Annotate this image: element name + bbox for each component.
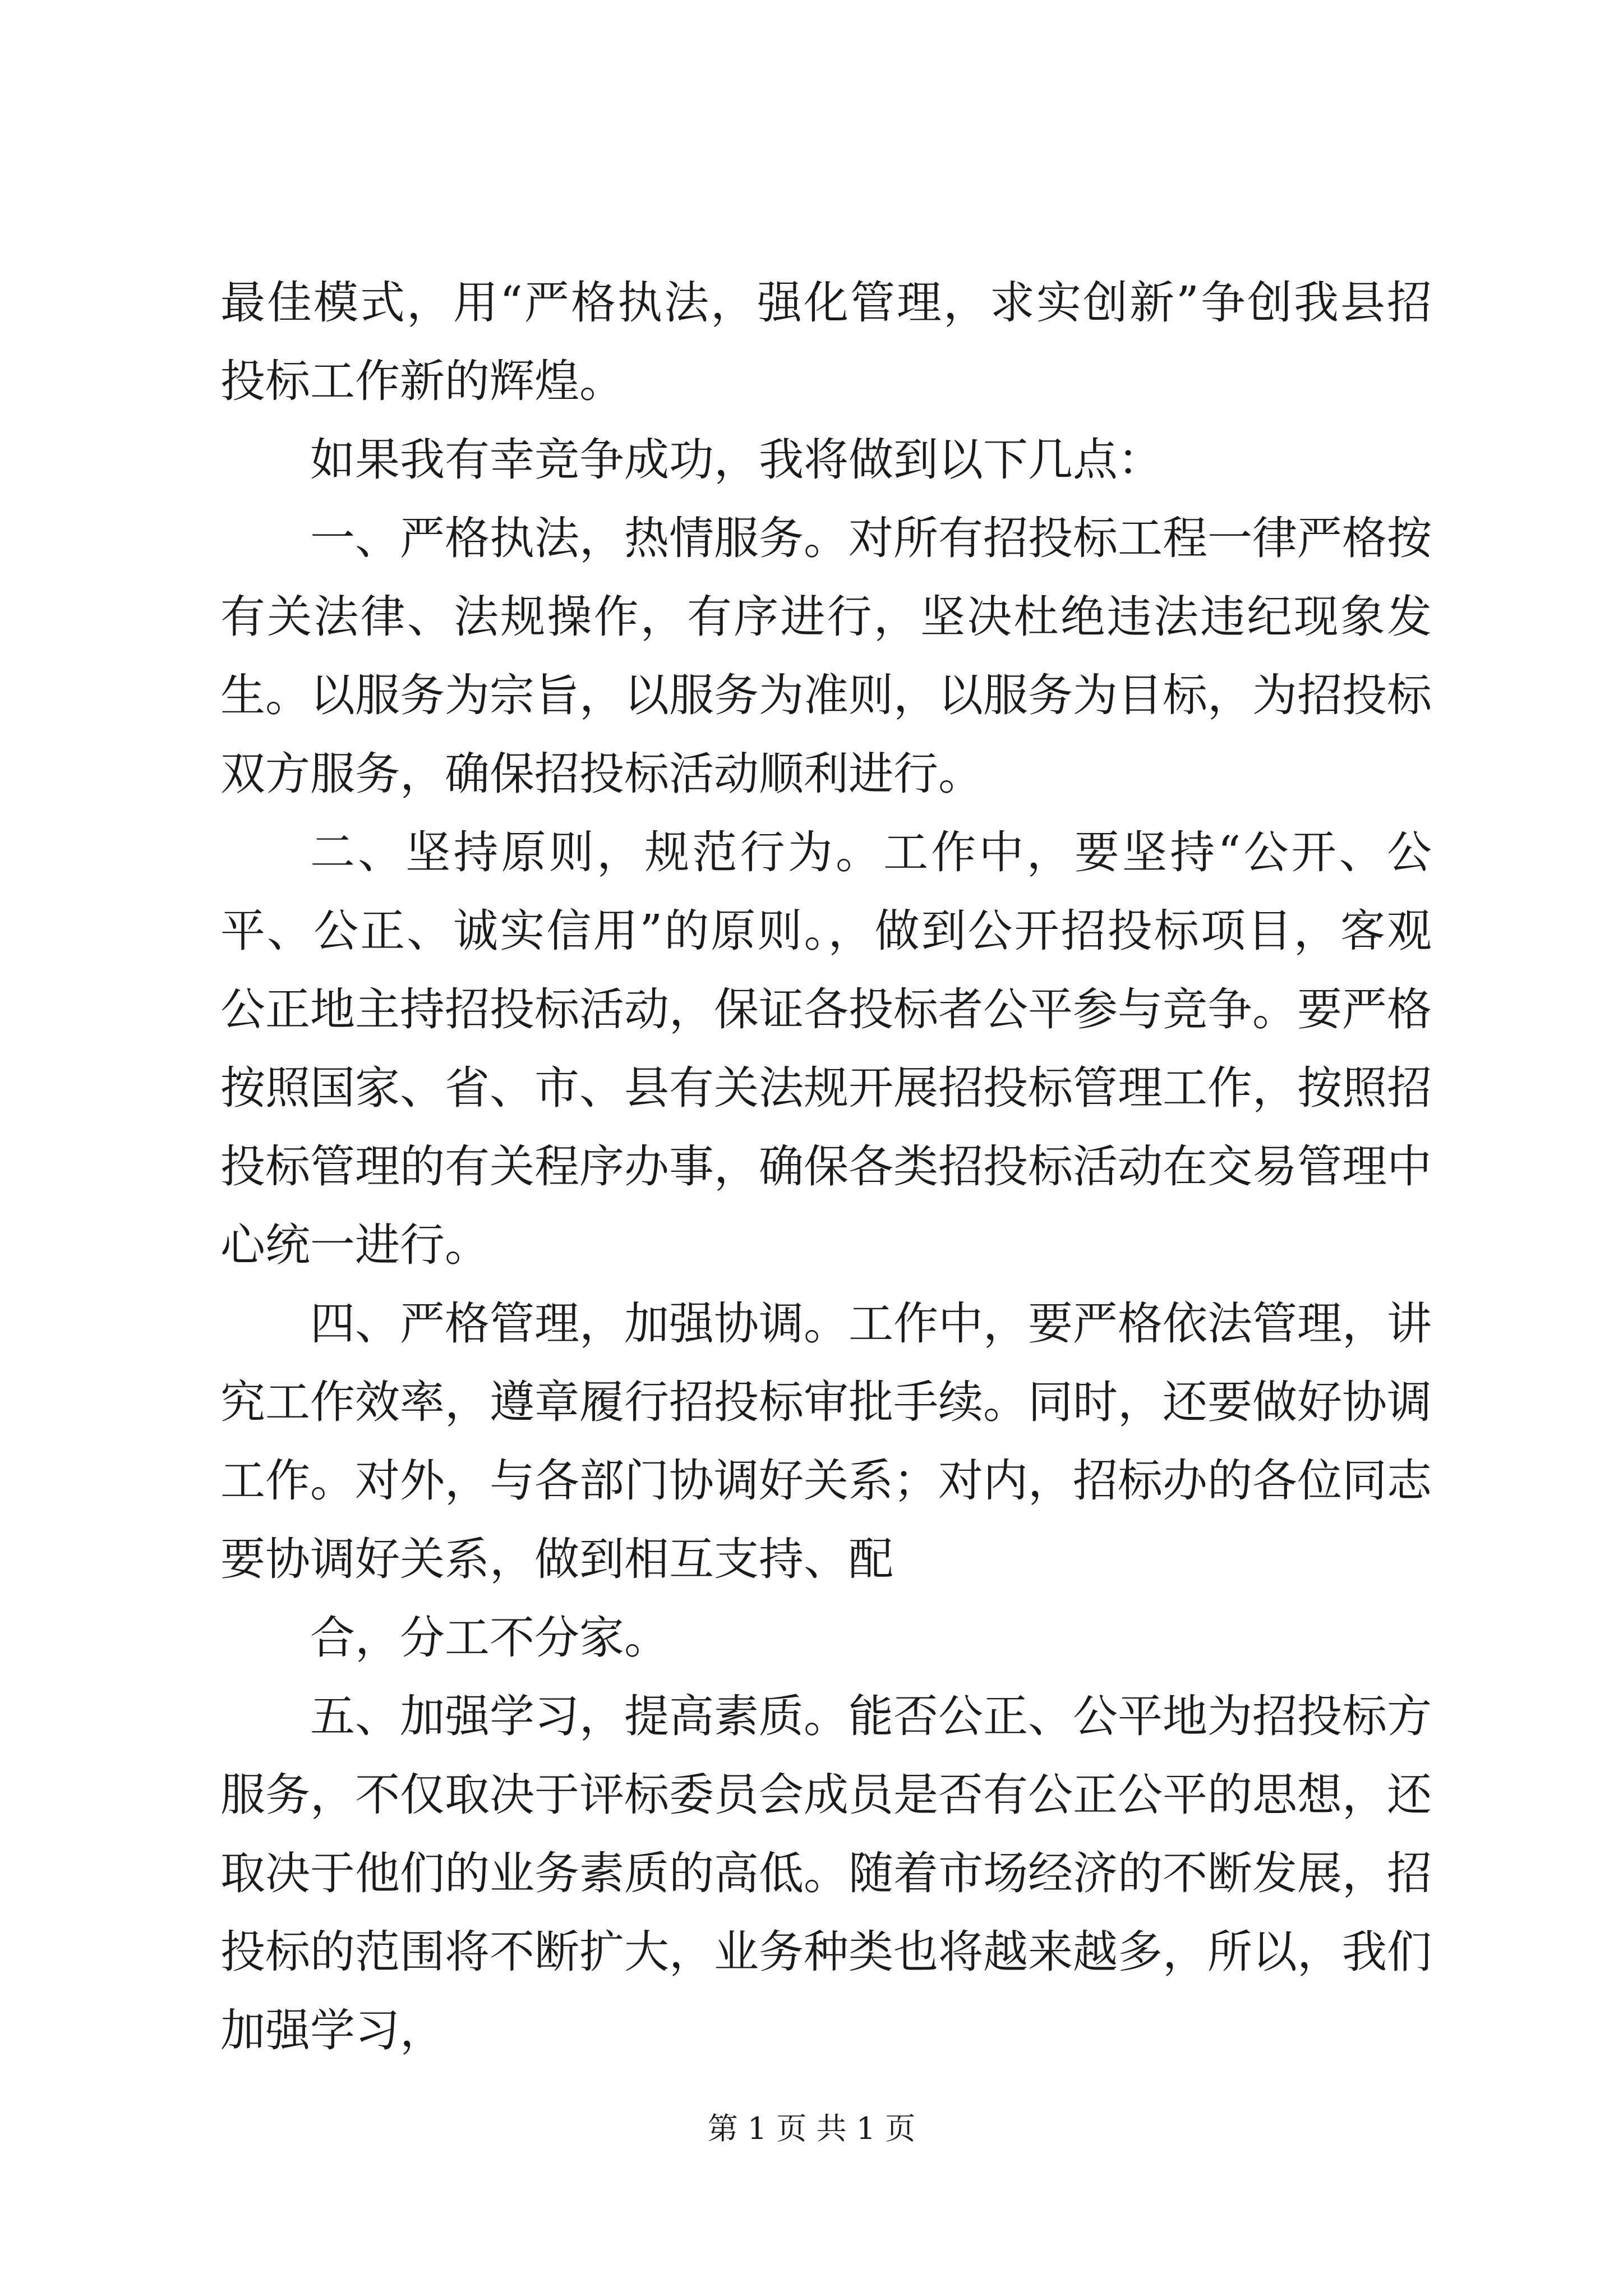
paragraph-7: 五、加强学习，提高素质。能否公正、公平地为招投标方服务，不仅取决于评标委员会成员是否有公正公平的思想，还取决于他们的业务素质的高低。随着市场经济的不断发展，招投标的范围将不断扩大，业务种类也将越来越多，所以，我们加强学习， <box>220 1690 1432 2056</box>
paragraph-1: 最佳模式，用“严格执法，强化管理，求实创新”争创我县招投标工作新的辉煌。 <box>220 277 1432 407</box>
paragraph-5: 四、严格管理，加强协调。工作中，要严格依法管理，讲究工作效率，遵章履行招投标审批手续。同时，还要做好协调工作。对外，与各部门协调好关系；对内，招标办的各位同志要协调好关系，做到相互支持、配 <box>220 1297 1432 1585</box>
paragraph-4: 二、坚持原则，规范行为。工作中，要坚持“公开、公平、公正、诚实信用”的原则。，做到公开招投标项目，客观公正地主持招投标活动，保证各投标者公平参与竞争。要严格按照国家、省、市、县有关法规开展招投标管理工作，按照招投标管理的有关程序办事，确保各类招投标活动在交易管理中心统一进行。 <box>220 826 1432 1271</box>
paragraph-2: 如果我有幸竞争成功，我将做到以下几点： <box>310 434 1163 486</box>
document-body <box>220 264 1432 2070</box>
paragraph-3: 一、严格执法，热情服务。对所有招投标工程一律严格按有关法律、法规操作，有序进行，坚决杜绝违法违纪现象发生。以服务为宗旨，以服务为准则，以服务为目标，为招投标双方服务，确保招投标活动顺利进行。 <box>220 512 1432 800</box>
paragraph-6: 合，分工不分家。 <box>310 1612 669 1664</box>
page-footer: 第 1 页 共 1 页 <box>707 2111 916 2146</box>
